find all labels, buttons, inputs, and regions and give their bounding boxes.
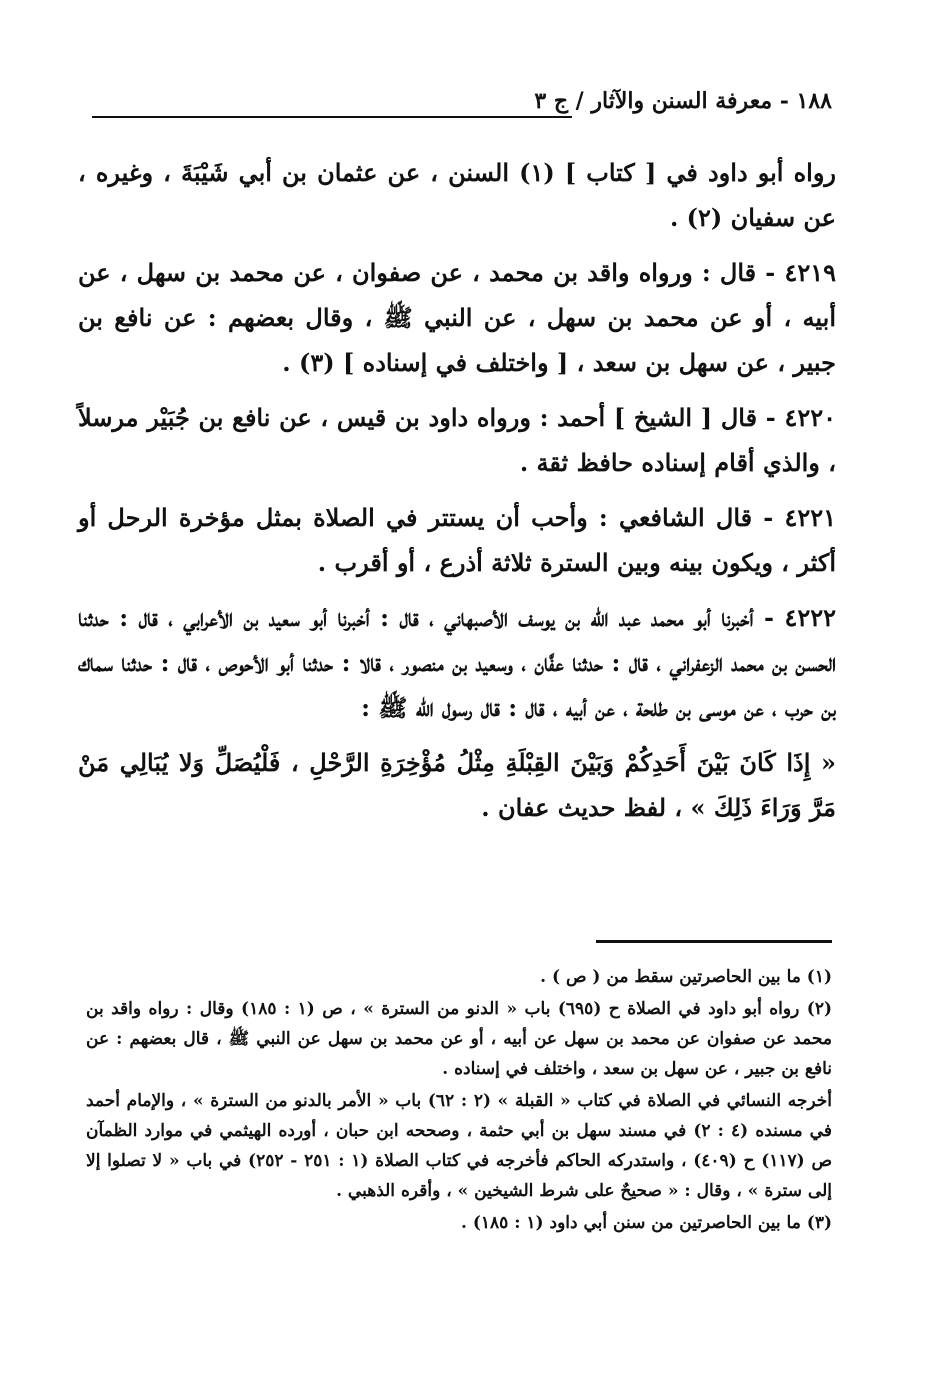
paragraph-4221: ٤٢٢١ - قال الشافعي : وأحب أن يستتر في الصلاة بمثل مؤخرة الرحل أو أكثر ، ويكون بينه وبين السترة ثلاثة أذرع ، أو أقرب . (78, 503, 836, 577)
paragraph-intro: رواه أبو داود في [ كتاب ] (١) السنن ، عن عثمان بن أبي شَيْبَةَ ، وغيره ، عن سفيان (٢) . (78, 158, 837, 232)
footnote-2: (٢) رواه أبو داود في الصلاة ح (٦٩٥) باب « الدنو من السترة » ، ص (١ : ١٨٥) وقال : رواه واقد بن محمد عن صفوان عن محمد بن سهل عن أبيه ، أو عن محمد بن سهل عن النبي ﷺ ، قال بعضهم : عن نافع بن جبير ، عن سهل بن سعد ، واختلف في إسناده . (86, 999, 832, 1079)
main-text (78, 150, 836, 840)
footnote-rule (596, 940, 832, 943)
hadith-quote: « إِذَا كَانَ بَيْنَ أَحَدِكُمْ وَبَيْنَ القِبْلَةِ مِثْلُ مُؤْخِرَةِ الرَّحْلِ ، فَلْيُصَلِّ وَلا يُبَالِي مَنْ مَرَّ وَرَاءَ ذَلِكَ » ، لفظ حديث عفان . (78, 748, 836, 822)
paragraph-4219: ٤٢١٩ - قال : ورواه واقد بن محمد ، عن صفوان ، عن محمد بن سهل ، عن أبيه ، أو عن محمد بن سهل ، عن النبي ﷺ ، وقال بعضهم : عن نافع بن جبير ، عن سهل بن سعد ، [ واختلف في إسناده ] (٣) . (78, 258, 836, 377)
footnote-3: (٣) ما بين الحاصرتين من سنن أبي داود (١ : ١٨٥) . (460, 1213, 832, 1233)
paragraph-4220: ٤٢٢٠ - قال [ الشيخ ] أحمد : ورواه داود بن قيس ، عن نافع بن جُبَيْر مرسلاً ، والذي أقام إسناده حافظ ثقة . (78, 403, 836, 477)
footnote-1: (١) ما بين الحاصرتين سقط من ( ص ) . (540, 967, 832, 987)
footnote-2-continued: أخرجه النسائي في الصلاة في كتاب « القبلة » (٢ : ٦٢) باب « الأمر بالدنو من السترة » ، والإمام أحمد في مسنده (٤ : ٢) في مسند سهل بن أبي حثمة ، وصححه ابن حبان ، أورده الهيثمي في موارد الظمآن ص (١١٧) ح (٤٠٩) ، واستدركه الحاكم فأخرجه في كتاب الصلاة (١ : ٢٥١ - ٢٥٢) في باب « لا تصلوا إلا إلى سترة » ، وقال : « صحيحٌ على شرط الشيخين » ، وأقره الذهبي . (86, 1091, 832, 1201)
running-header: ١٨٨ - معرفة السنن والآثار / ج ٣ (534, 88, 832, 114)
footnotes (86, 962, 832, 1240)
header-rule (92, 116, 572, 118)
paragraph-4222: ٤٢٢٢ - أخبرنا أبو محمد عبد الله بن يوسف الأصبهاني ، قال : أخبرنا أبو سعيد بن الأعرابي ، قال : حدثنا الحسن بن محمد الزعفراني ، قال : حدثنا عفَّان ، وسعيد بن منصور ، قالا : حدثنا أبو الأحوص ، قال : حدثنا سماك بن حرب ، عن موسى بن طلحة ، عن أبيه ، قال : قال رسول الله ﷺ : (78, 603, 836, 722)
page-header (92, 88, 832, 124)
